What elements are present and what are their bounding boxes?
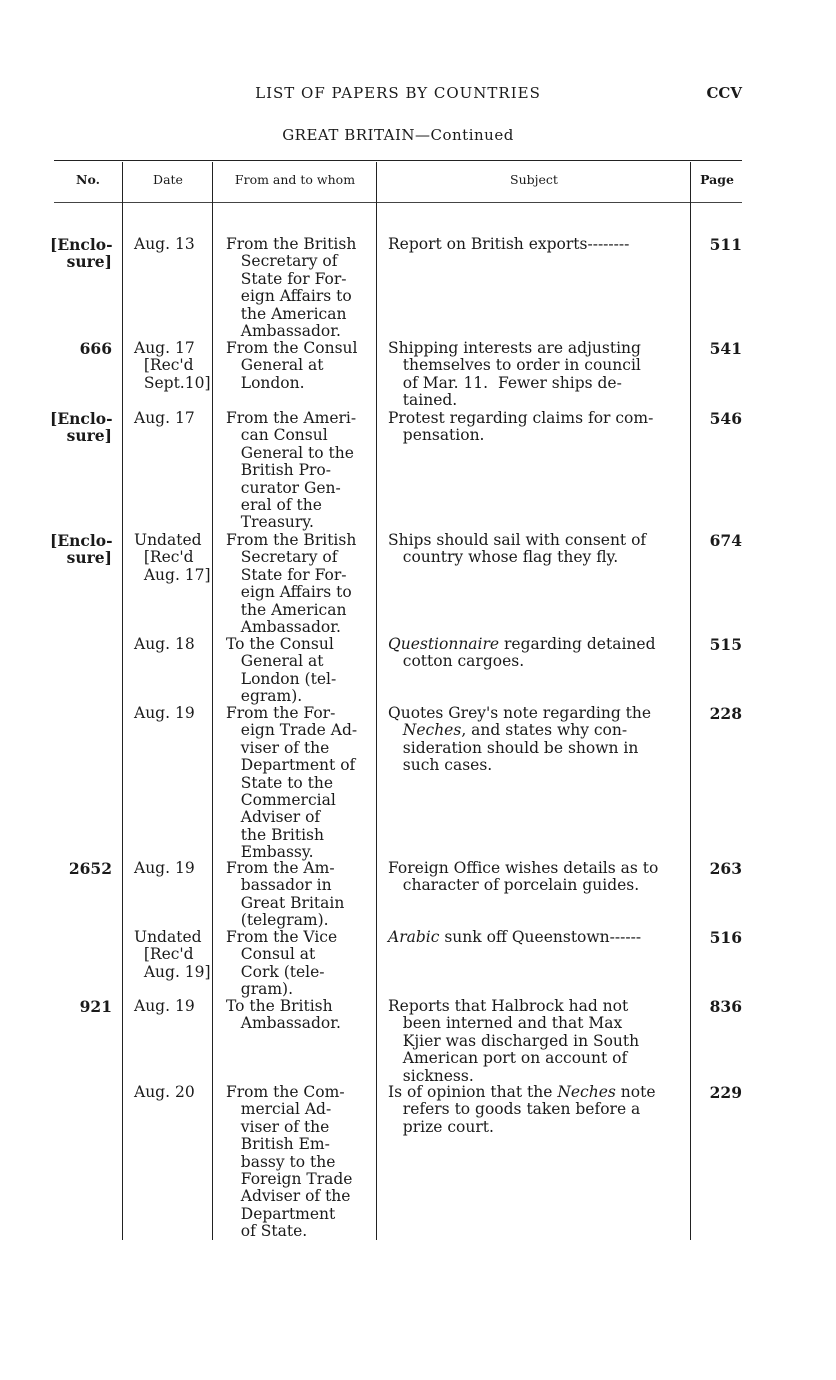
row-page: 515 bbox=[709, 635, 742, 654]
italic-term: Arabic bbox=[388, 928, 440, 946]
row-date: Aug. 17 bbox=[134, 409, 195, 427]
column-header-no: No. bbox=[76, 172, 100, 187]
row-subject: Ships should sail with consent of country whose flag they fly. bbox=[388, 531, 647, 567]
row-page: 228 bbox=[709, 704, 742, 723]
row-page: 263 bbox=[709, 859, 742, 878]
column-header-page: Page bbox=[700, 172, 734, 187]
row-subject: Foreign Office wishes details as to character of porcelain guides. bbox=[388, 859, 659, 895]
row-from-to: From the For- eign Trade Ad- viser of the Department of State to the Commercial Adviser of the British Embassy. bbox=[226, 704, 358, 862]
row-date: Aug. 19 bbox=[134, 704, 195, 722]
row-date: Undated [Rec'd Aug. 17] bbox=[134, 531, 211, 584]
row-page: 516 bbox=[709, 928, 742, 947]
header-bottom-rule bbox=[54, 202, 742, 203]
row-from-to: From the Consul General at London. bbox=[226, 339, 358, 392]
row-from-to: From the British Secretary of State for For- eign Affairs to the American Ambassador. bbox=[226, 531, 357, 637]
row-subject: Report on British exports-------- bbox=[388, 235, 630, 253]
row-date: Aug. 18 bbox=[134, 635, 195, 653]
running-title: LIST OF PAPERS BY COUNTRIES bbox=[255, 84, 541, 102]
row-page: 546 bbox=[709, 409, 742, 428]
row-subject: Reports that Halbrock had not been interned and that Max Kjier was discharged in South American port on account of sickness. bbox=[388, 997, 640, 1085]
column-divider bbox=[122, 162, 123, 1240]
row-from-to: To the British Ambassador. bbox=[226, 997, 341, 1033]
row-number: 921 bbox=[79, 997, 112, 1016]
row-date: Aug. 19 bbox=[134, 997, 195, 1015]
italic-term: Questionnaire bbox=[388, 635, 500, 653]
italic-term: Neches bbox=[402, 721, 462, 740]
section-title: GREAT BRITAIN—Continued bbox=[282, 126, 514, 144]
page-header bbox=[0, 84, 836, 106]
column-header-from-to: From and to whom bbox=[234, 172, 356, 187]
row-subject: Is of opinion that the Neches note refers to goods taken before a prize court. bbox=[388, 1083, 656, 1136]
row-page: 836 bbox=[709, 997, 742, 1016]
italic-term: Neches bbox=[557, 1083, 616, 1101]
column-header-subject: Subject bbox=[510, 172, 558, 187]
row-number: [Enclo- sure] bbox=[50, 409, 113, 446]
row-number: 2652 bbox=[68, 859, 112, 878]
column-header-date: Date bbox=[153, 172, 183, 187]
row-page: 541 bbox=[709, 339, 742, 358]
row-subject: Protest regarding claims for com- pensation. bbox=[388, 409, 654, 445]
row-date: Aug. 17 [Rec'd Sept.10] bbox=[134, 339, 211, 392]
row-from-to: From the British Secretary of State for For- eign Affairs to the American Ambassador. bbox=[226, 235, 357, 341]
row-subject: Arabic sunk off Queenstown------ bbox=[388, 928, 642, 946]
table-top-rule bbox=[54, 160, 742, 161]
row-number: [Enclo- sure] bbox=[50, 235, 113, 272]
column-divider bbox=[376, 162, 377, 1240]
column-divider bbox=[690, 162, 691, 1240]
row-subject: Questionnaire regarding detained cotton cargoes. bbox=[388, 635, 656, 671]
row-from-to: From the Vice Consul at Cork (tele- gram). bbox=[226, 928, 338, 999]
row-subject: Shipping interests are adjusting themselves to order in council of Mar. 11. Fewer ships de- tained. bbox=[388, 339, 641, 410]
row-from-to: To the Consul General at London (tel- egram). bbox=[226, 635, 337, 706]
row-subject: Quotes Grey's note regarding the Neches, and states why con- sideration should be shown in such cases. bbox=[388, 704, 652, 775]
page-number: CCV bbox=[706, 84, 742, 102]
row-page: 674 bbox=[709, 531, 742, 550]
row-date: Aug. 19 bbox=[134, 859, 195, 877]
row-date: Aug. 13 bbox=[134, 235, 195, 253]
row-date: Aug. 20 bbox=[134, 1083, 195, 1101]
row-number: [Enclo- sure] bbox=[50, 531, 113, 568]
row-date: Undated [Rec'd Aug. 19] bbox=[134, 928, 211, 981]
row-page: 229 bbox=[709, 1083, 742, 1102]
row-from-to: From the Com- mercial Ad- viser of the British Em- bassy to the Foreign Trade Adviser of the Department of State. bbox=[226, 1083, 353, 1241]
row-from-to: From the Ameri- can Consul General to the British Pro- curator Gen- eral of the Treasury. bbox=[226, 409, 357, 532]
row-number: 666 bbox=[79, 339, 112, 358]
row-page: 511 bbox=[709, 235, 742, 254]
column-divider bbox=[212, 162, 213, 1240]
row-from-to: From the Am- bassador in Great Britain (telegram). bbox=[226, 859, 345, 930]
